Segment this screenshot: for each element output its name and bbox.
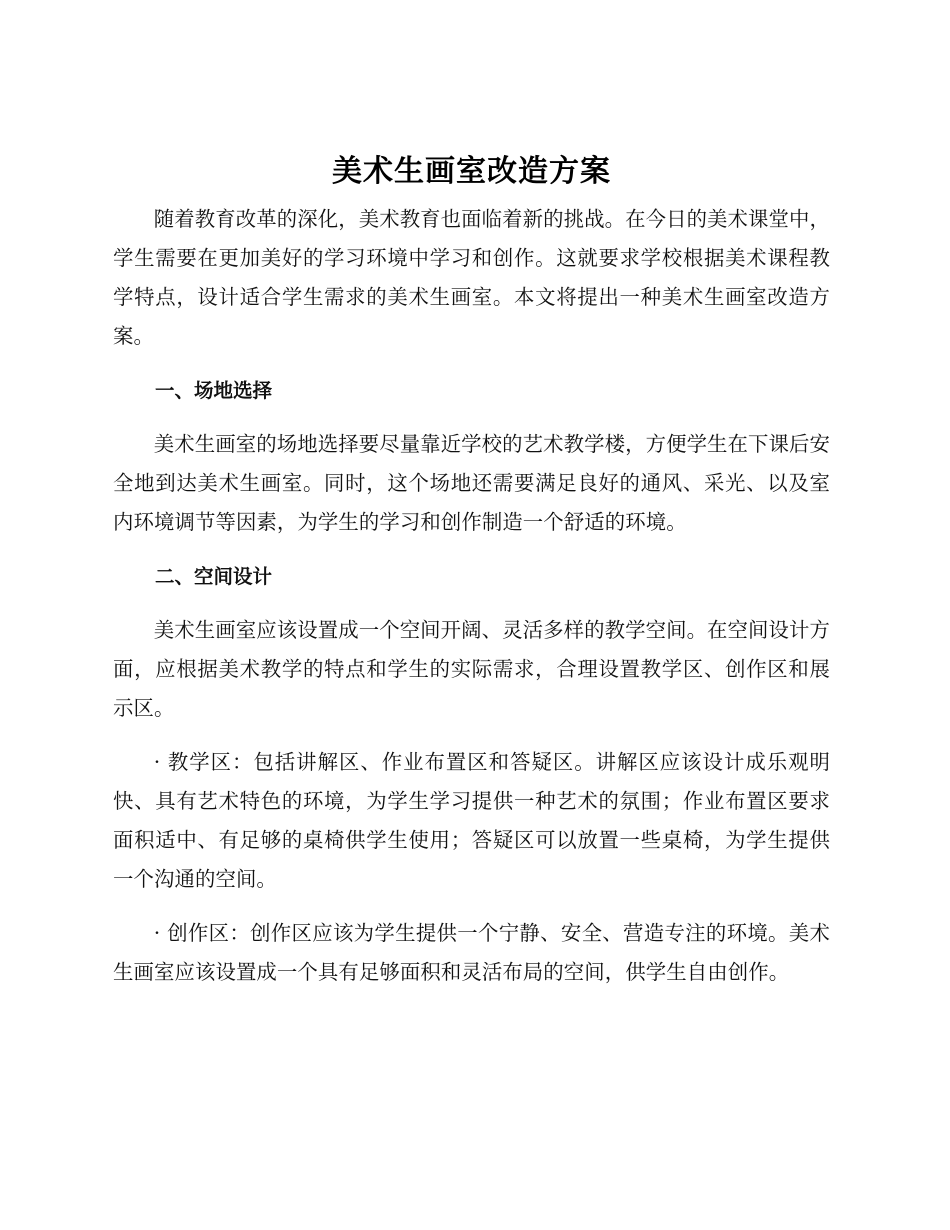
section-heading-site-selection: 一、场地选择	[155, 379, 273, 402]
creation-area-bullet: · 创作区：创作区应该为学生提供一个宁静、安全、营造专注的环境。美术生画室应该设置成一个具有足够面积和灵活布局的空间，供学生自由创作。	[113, 921, 830, 984]
intro-paragraph: 随着教育改革的深化，美术教育也面临着新的挑战。在今日的美术课堂中，学生需要在更加美好的学习环境中学习和创作。这就要求学校根据美术课程教学特点，设计适合学生需求的美术生画室。本文将提出一种美术生画室改造方案。	[113, 207, 830, 348]
document-title: 美术生画室改造方案	[332, 154, 611, 189]
space-design-paragraph: 美术生画室应该设置成一个空间开阔、灵活多样的教学空间。在空间设计方面，应根据美术教学的特点和学生的实际需求，合理设置教学区、创作区和展示区。	[113, 618, 830, 720]
teaching-area-bullet: · 教学区：包括讲解区、作业布置区和答疑区。讲解区应该设计成乐观明快、具有艺术特色的环境，为学生学习提供一种艺术的氛围；作业布置区要求面积适中、有足够的桌椅供学生使用；答疑区可以放置一些桌椅，为学生提供一个沟通的空间。	[113, 750, 830, 891]
site-selection-paragraph: 美术生画室的场地选择要尽量靠近学校的艺术教学楼，方便学生在下课后安全地到达美术生画室。同时，这个场地还需要满足良好的通风、采光、以及室内环境调节等因素，为学生的学习和创作制造一个舒适的环境。	[113, 432, 830, 534]
section-heading-space-design: 二、空间设计	[155, 565, 273, 588]
document-page	[113, 150, 830, 992]
